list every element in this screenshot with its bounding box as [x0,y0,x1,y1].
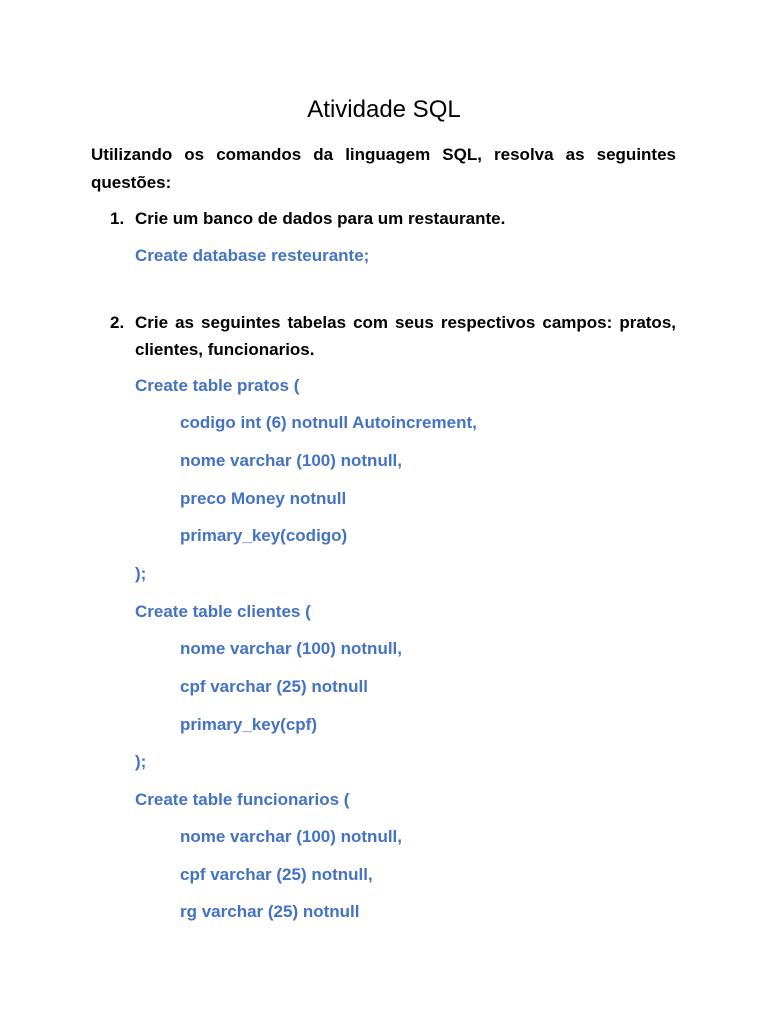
question-2-text-line-2: clientes, funcionarios. [135,340,315,359]
question-2-number: 2. [110,313,125,332]
question-1-number: 1. [110,209,125,228]
code-line: nome varchar (100) notnull, [180,451,402,470]
question-2 [110,309,676,363]
code-line: primary_key(cpf) [180,715,318,734]
answer-1-line: Create database resteurante; [135,246,370,265]
question-2-text-line-1: Crie as seguintes tabelas com seus respectivos campos: pratos, [135,313,676,332]
code-line: nome varchar (100) notnull, [180,639,402,658]
code-line: cpf varchar (25) notnull [180,677,368,696]
question-1 [110,205,676,232]
code-line: Create table funcionarios ( [135,790,350,809]
question-1-text: Crie um banco de dados para um restaurante. [135,209,506,228]
intro-paragraph: Utilizando os comandos da linguagem SQL, resolva as seguintes questões: [91,145,676,192]
code-line: ); [135,752,147,771]
code-line: primary_key(codigo) [180,526,348,545]
code-line: preco Money notnull [180,489,347,508]
code-line: cpf varchar (25) notnull, [180,865,373,884]
code-line: nome varchar (100) notnull, [180,827,402,846]
code-line: rg varchar (25) notnull [180,902,360,921]
page-title: Atividade SQL [307,96,461,123]
code-line: Create table clientes ( [135,602,311,621]
code-line: codigo int (6) notnull Autoincrement, [180,413,477,432]
question-2-text [135,309,676,363]
code-line: Create table pratos ( [135,376,300,395]
code-line: ); [135,564,147,583]
